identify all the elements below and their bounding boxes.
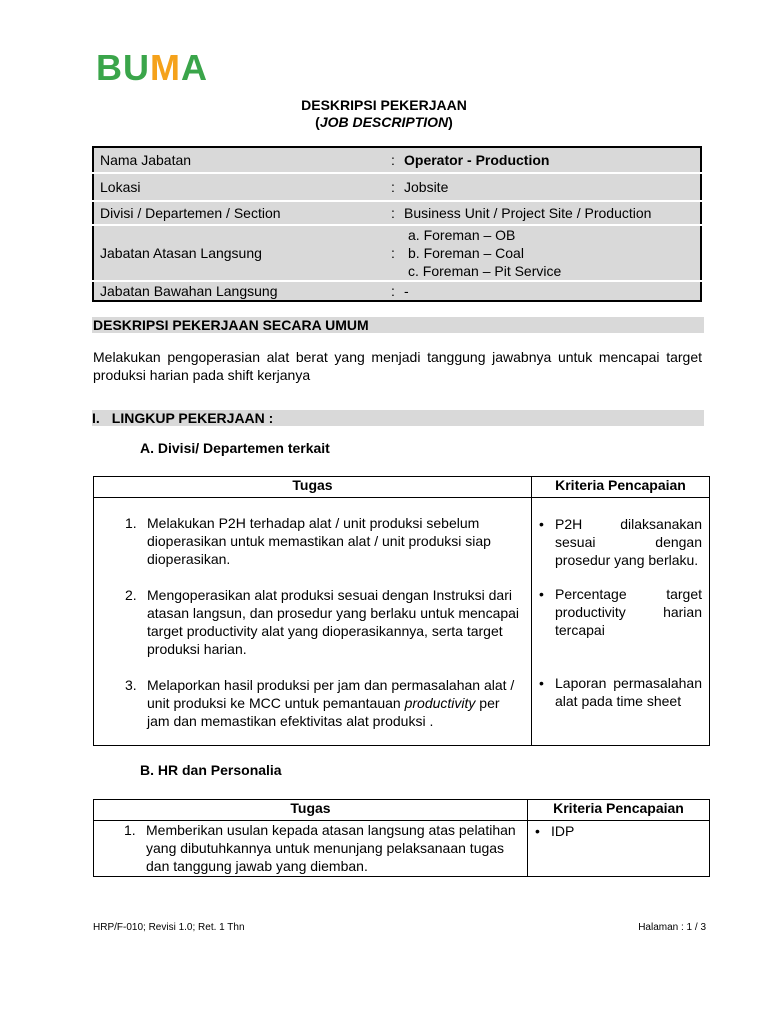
section-b-table [93,799,710,877]
info-colon: : [388,173,398,201]
info-label: Jabatan Atasan Langsung [93,225,388,281]
info-label: Jabatan Bawahan Langsung [93,281,388,301]
table-header-row [94,477,710,498]
list-item: b. Foreman – Coal [408,245,524,261]
list-item: 1. Memberikan usulan kepada atasan langsung atas pelatihan yang dibutuhkannya untuk menunjang pelaksanaan tugas dan tanggung jawab yang diemban. [124,822,516,874]
info-colon: : [388,147,398,173]
list-item: • Laporan permasalahan alat pada time sheet [539,675,702,709]
col-criteria-header: Kriteria Pencapaian [532,477,710,498]
company-logo: BUMA [96,47,208,88]
list-item: a. Foreman – OB [408,227,516,243]
criteria-list [529,822,708,840]
scope-heading: I. LINGKUP PEKERJAAN : [92,410,704,426]
info-label: Divisi / Departemen / Section [93,201,388,225]
criteria-list [533,515,708,710]
table-header-row [94,800,710,821]
col-tasks-header: Tugas [94,477,532,498]
section-a-table [93,476,710,746]
list-item: • Percentage target productivity harian tercapai [539,586,702,638]
footer-form-code: HRP/F-010; Revisi 1.0; Ret. 1 Thn [93,922,245,933]
table-row [94,821,710,877]
general-text: Melakukan pengoperasian alat berat yang menjadi tanggung jawabnya untuk mencapai target produksi harian pada shift kerjanya [93,349,702,383]
info-label: Nama Jabatan [93,147,388,173]
info-colon: : [388,225,398,281]
section-b-title: B. HR dan Personalia [140,762,282,778]
info-value: - [398,281,701,301]
col-tasks-header: Tugas [94,800,528,821]
list-item: • IDP [535,823,575,839]
tasks-cell [94,498,532,746]
tasks-cell [94,821,528,877]
info-row [93,281,701,301]
document-subtitle: (JOB DESCRIPTION) [315,114,453,130]
section-a-title: A. Divisi/ Departemen terkait [140,440,330,456]
document-title: DESKRIPSI PEKERJAAN [301,97,467,113]
job-info-table [92,146,702,302]
criteria-cell [532,498,710,746]
info-colon: : [388,281,398,301]
info-value: Business Unit / Project Site / Production [398,201,701,225]
tasks-list [94,821,519,875]
info-row [93,173,701,201]
general-heading: DESKRIPSI PEKERJAAN SECARA UMUM [92,317,704,333]
list-item: 3. Melaporkan hasil produksi per jam dan permasalahan alat / unit produksi ke MCC untuk pemantauan productivity per jam dan memastikan efektivitas alat produksi . [125,677,515,729]
list-item: • P2H dilaksanakan sesuai dengan prosedur yang berlaku. [539,516,702,568]
info-value-list [398,225,701,281]
info-colon: : [388,201,398,225]
info-value: Jobsite [398,173,701,201]
info-row [93,225,701,281]
info-value: Operator - Production [398,147,701,173]
list-item: c. Foreman – Pit Service [408,263,562,279]
info-row [93,147,701,173]
info-row [93,201,701,225]
footer-page-number: Halaman : 1 / 3 [638,922,706,933]
tasks-list [95,514,523,730]
list-item: 1. Melakukan P2H terhadap alat / unit produksi sebelum dioperasikan untuk memastikan alat / unit produksi siap dioperasikan. [125,515,491,567]
list-item: 2. Mengoperasikan alat produksi sesuai dengan Instruksi dari atasan langsun, dan prosedur yang berlaku untuk mencapai target productivity alat yang dioperasikannya, serta target produksi harian. [125,587,520,657]
table-row [94,498,710,746]
info-label: Lokasi [93,173,388,201]
criteria-cell [528,821,710,877]
col-criteria-header: Kriteria Pencapaian [528,800,710,821]
